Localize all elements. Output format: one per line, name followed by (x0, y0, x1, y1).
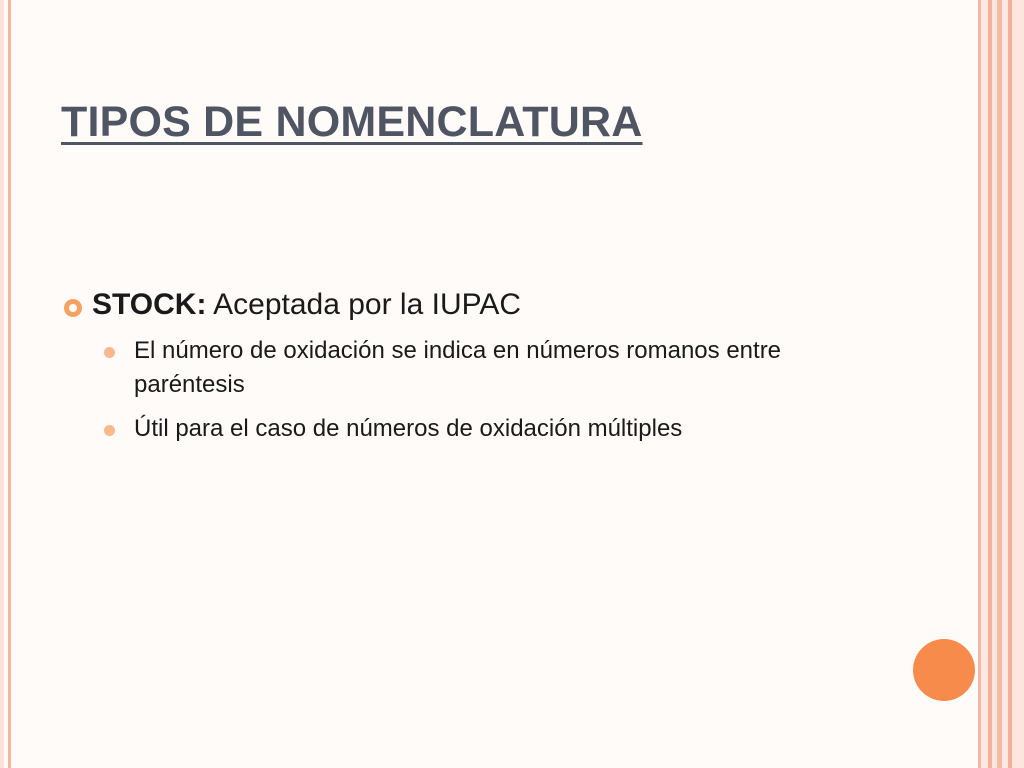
left-border-stripe (8, 0, 11, 768)
ring-bullet-icon (64, 299, 82, 317)
slide-title: TIPOS DE NOMENCLATURA (61, 98, 643, 146)
orange-circle-decoration (913, 639, 975, 701)
sub-bullet-text: El número de oxidación se indica en números romanos entre paréntesis (134, 337, 782, 398)
main-bullet-description: Aceptada por la IUPAC (206, 288, 522, 321)
main-bullet-label: STOCK: (92, 288, 207, 321)
dot-bullet-icon (104, 347, 115, 358)
left-border-stripe (0, 0, 4, 768)
right-border-stripe (1012, 0, 1024, 768)
sub-bullet-text: Útil para el caso de números de oxidación múltiples (134, 415, 683, 442)
dot-bullet-icon (104, 425, 115, 436)
right-border-stripe (981, 0, 988, 768)
main-bullet-text (92, 285, 521, 325)
